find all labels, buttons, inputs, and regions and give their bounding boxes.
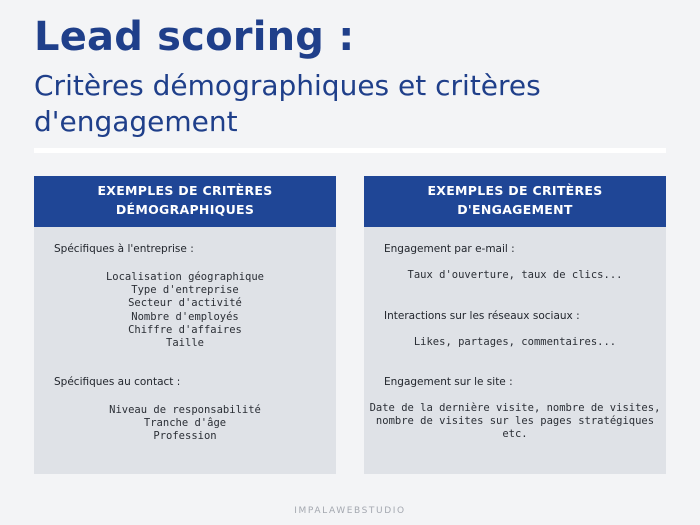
section-items xyxy=(34,404,336,444)
list-item: Tranche d'âge xyxy=(143,417,227,430)
card-header-line: EXEMPLES DE CRITÈRES xyxy=(427,183,603,198)
section-label: Engagement par e-mail : xyxy=(384,243,515,255)
list-item: Likes, partages, commentaires... xyxy=(413,336,617,348)
demographic-criteria-card xyxy=(34,176,336,474)
list-item: Niveau de responsabilité xyxy=(109,404,261,416)
page-subtitle: Critères démographiques et critères d'engagement xyxy=(34,69,541,138)
engagement-criteria-card xyxy=(364,176,666,474)
card-header-line: D'ENGAGEMENT xyxy=(457,202,573,217)
card-header-line: DÉMOGRAPHIQUES xyxy=(115,202,255,217)
page-title: Lead scoring : xyxy=(34,14,355,60)
list-item: Localisation géographique xyxy=(105,271,265,283)
section-items xyxy=(364,269,666,282)
section-label: Spécifiques à l'entreprise : xyxy=(54,243,194,255)
list-item: Taux d'ouverture, taux de clics... xyxy=(407,269,623,281)
card-header-line: EXEMPLES DE CRITÈRES xyxy=(97,183,273,198)
section-items xyxy=(364,336,666,349)
card-header xyxy=(364,176,666,227)
footer-brand: IMPALAWEBSTUDIO xyxy=(294,506,406,516)
list-item: Profession xyxy=(153,430,217,443)
section-label: Spécifiques au contact : xyxy=(54,376,181,388)
list-item: Date de la dernière visite, nombre de visites, xyxy=(369,402,661,414)
list-item: Nombre d'employés xyxy=(131,310,239,323)
list-item: etc. xyxy=(502,428,528,441)
section-label: Interactions sur les réseaux sociaux : xyxy=(384,310,580,322)
card-header xyxy=(34,176,336,227)
list-item: Chiffre d'affaires xyxy=(128,323,242,336)
section-items xyxy=(34,271,336,350)
list-item: Type d'entreprise xyxy=(131,284,239,297)
section-label: Engagement sur le site : xyxy=(384,376,513,388)
list-item: Taille xyxy=(166,337,204,350)
section-items xyxy=(364,402,666,442)
list-item: Secteur d'activité xyxy=(128,297,242,310)
divider xyxy=(34,148,666,153)
list-item: nombre de visites sur les pages stratégiques xyxy=(375,415,655,428)
